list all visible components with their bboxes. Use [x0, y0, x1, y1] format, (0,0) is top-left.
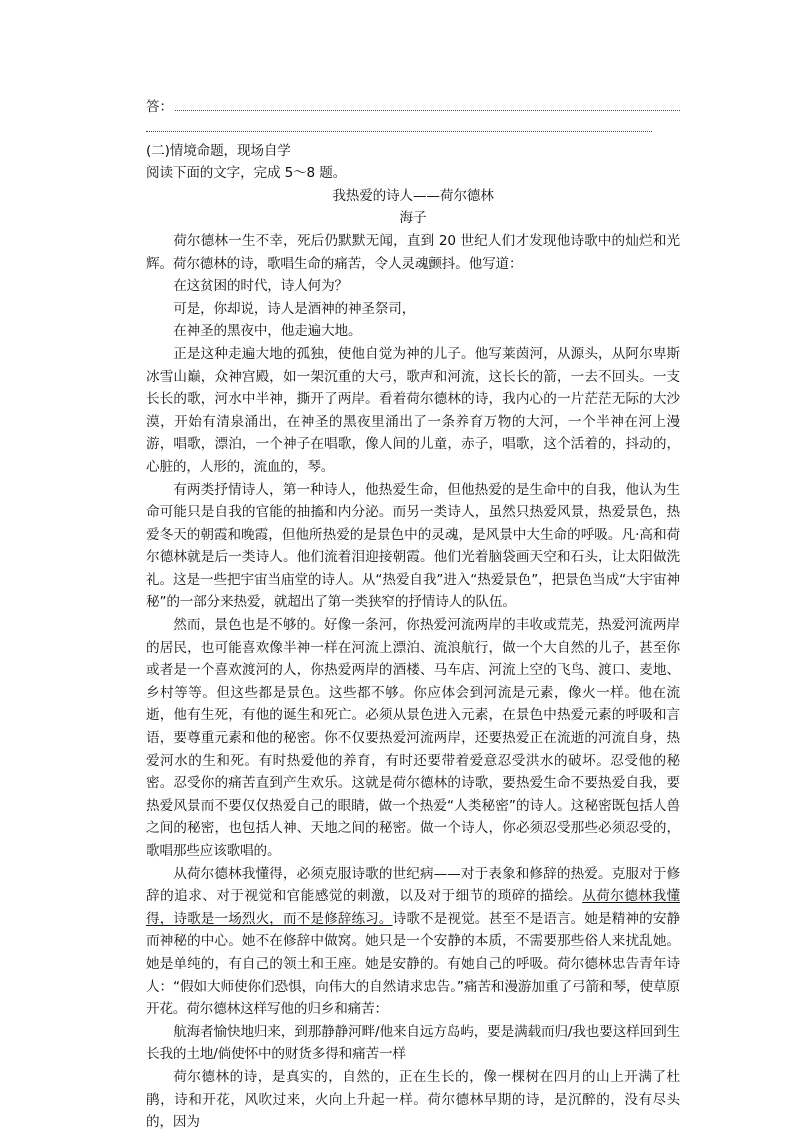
- paragraph-4: 然而，景色也是不够的。好像一条河，你热爱河流两岸的丰收或荒芜，热爱河流两岸的居民，也可能喜欢像半神一样在河流上漂泊、流浪航行，做一个大自然的儿子，甚至你或者是一个喜欢渡河的人，你热爱两岸的酒楼、马车店、河流上空的飞鸟、渡口、麦地、乡村等等。但这些都是景色。这些都不够。你应体会到河流是元素，像火一样。他在流逝，他有生死，有他的诞生和死亡。必须从景色进入元素，在景色中热爱元素的呼吸和言语，要尊重元素和他的秘密。你不仅要热爱河流两岸，还要热爱正在流逝的河流自身，热爱河水的生和死。有时热爱他的养育，有时还要带着爱意忍受洪水的破坏。忍受他的秘密。忍受你的痛苦直到产生欢乐。这就是荷尔德林的诗歌，要热爱生命不要热爱自我，要热爱风景而不要仅仅热爱自己的眼睛，做一个热爱“人类秘密”的诗人。这秘密既包括人兽之间的秘密，也包括人神、天地之间的秘密。做一个诗人，你必须忍受那些必须忍受的，歌唱那些应该歌唱的。: [146, 617, 680, 859]
- paragraph-2: 正是这种走遍大地的孤独，使他自觉为神的儿子。他写莱茵河，从源头，从阿尔卑斯冰雪山巅，众神宫殿，如一架沉重的大弓，歌声和河流，这长长的箭，一去不回头。一支长长的歌，河水中半神，撕开了两岸。看着荷尔德林的诗，我内心的一片茫茫无际的大沙漠，开始有清泉涌出，在神圣的黑夜里涌出了一条养育万物的大河，一个半神在河上漫游，唱歌，漂泊，一个神子在唱歌，像人间的儿童，赤子，唱歌，这个活着的，抖动的，心脏的，人形的，流血的，琴。: [146, 345, 680, 475]
- paragraph-5-text-a: 从荷尔德林我懂得，必须克服诗歌的世纪病——对于表象和修辞的热爱。克服对于修辞的追求、对于视觉和官能感觉的刺激，以及对于细节的琐碎的描绘。: [146, 865, 680, 905]
- poem-line-3: 在神圣的黑夜中，他走遍大地。: [173, 323, 362, 340]
- document-page: [146, 96, 680, 1134]
- answer-blank[interactable]: [175, 97, 680, 111]
- section-heading: (二)情境命题，现场自学: [146, 142, 291, 159]
- underlined-sentence: 从荷尔德林我懂得，诗歌是一场烈火，而不是修辞练习。: [146, 888, 680, 927]
- poem-line-2: 可是，你却说，诗人是酒神的神圣祭司，: [173, 300, 416, 317]
- answer-label: 答：: [146, 99, 173, 115]
- paragraph-1: 荷尔德林一生不幸，死后仍默默无闻，直到 20 世纪人们才发现他诗歌中的灿烂和光辉。荷尔德林的诗，歌唱生命的痛苦，令人灵魂颤抖。他写道：: [146, 232, 680, 272]
- answer-line: [146, 96, 680, 119]
- paragraph-5: [146, 863, 680, 1021]
- article-title: 我热爱的诗人——荷尔德林: [332, 187, 494, 204]
- instruction: 阅读下面的文字，完成 5～8 题。: [146, 165, 347, 182]
- paragraph-6: 荷尔德林的诗，是真实的，自然的，正在生长的，像一棵树在四月的山上开满了杜鹃，诗和开花，风吹过来，火向上升起一样。荷尔德林早期的诗，是沉醉的，没有尽头的，因为: [146, 1068, 680, 1131]
- article-author: 海子: [399, 210, 427, 227]
- paragraph-3: 有两类抒情诗人，第一种诗人，他热爱生命，但他热爱的是生命中的自我，他认为生命可能只是自我的官能的抽搐和内分泌。而另一类诗人，虽然只热爱风景，热爱景色，热爱冬天的朝霞和晚霞，但他所热爱的是景色中的灵魂，是风景中大生命的呼吸。凡·高和荷尔德林就是后一类诗人。他们流着泪迎接朝霞。他们光着脑袋画天空和石头，让太阳做洗礼。这是一些把宇宙当庙堂的诗人。从“热爱自我”进入“热爱景色”，把景色当成“大宇宙神秘”的一部分来热爱，就超出了第一类狭窄的抒情诗人的队伍。: [146, 481, 680, 611]
- poem-quote: 航海者愉快地归来，到那静静河畔/他来自远方岛屿，要是满载而归/我也要这样回到生长我的土地/倘使怀中的财货多得和痛苦一样: [146, 1023, 680, 1063]
- answer-blank-2[interactable]: [146, 119, 652, 132]
- paragraph-5-text-b: 诗歌不是视觉。甚至不是语言。她是精神的安静而神秘的中心。她不在修辞中做窝。她只是一个安静的本质，不需要那些俗人来扰乱她。她是单纯的，有自己的领土和王座。她是安静的。有她自己的呼吸。荷尔德林忠告青年诗人：“假如大师使你们恐惧，向伟大的自然请求忠告。”痛苦和漫游加重了弓箭和琴，使草原开花。荷尔德林这样写他的归乡和痛苦：: [146, 910, 680, 1018]
- poem-line-1: 在这贫困的时代，诗人何为？: [173, 278, 348, 295]
